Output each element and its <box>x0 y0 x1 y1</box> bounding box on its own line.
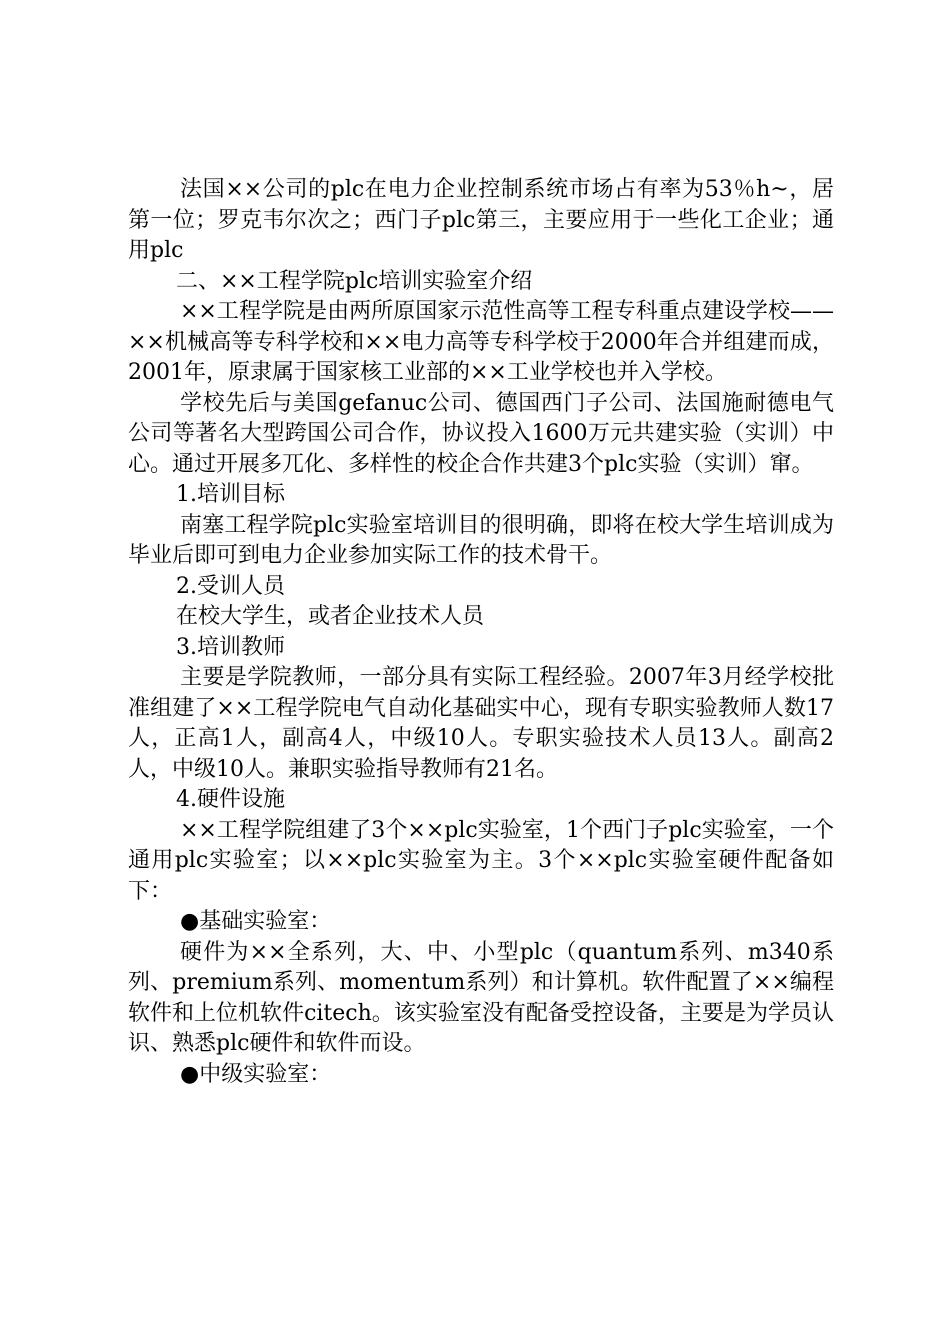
subheading-hardware: 4.硬件设施 <box>176 787 285 812</box>
paragraph-college-history: ××工程学院是由两所原国家示范性高等工程专科重点建设学校——××机械高等专科学校和××电力高等专科学校于2000年合并组建而成，2001年，原隶属于国家核工业部的××工业学校也并入学校。 <box>128 299 834 385</box>
bullet-basic-lab-label: 基础实验室： <box>199 909 332 934</box>
paragraph-training-goal: 南塞工程学院plc实验室培训目的很明确，即将在校大学生培训成为毕业后即可到电力企业参加实际工作的技术骨干。 <box>128 512 834 568</box>
bullet-dot-icon: ● <box>180 909 200 934</box>
section-heading-lab-intro: 二、××工程学院plc培训实验室介绍 <box>176 268 533 294</box>
subheading-teachers: 3.培训教师 <box>176 634 285 660</box>
paragraph-cooperation: 学校先后与美国gefanuc公司、德国西门子公司、法国施耐德电气公司等著名大型跨国公司合作，协议投入1600万元共建实验（实训）中心。通过开展多兀化、多样性的校企合作共建3个plc实验（实训）窜。 <box>128 390 834 477</box>
paragraph-basic-lab: 硬件为××全系列，大、中、小型plc（quantum系列、m340系列、premium系列、momentum系列）和计算机。软件配置了××编程软件和上位机软件citech。该实验室没有配备受控设备，主要是为学员认识、熟悉plc硬件和软件而设。 <box>128 939 834 1056</box>
bullet-intermediate-lab-label: 中级实验室： <box>199 1061 332 1087</box>
bullet-dot-icon: ● <box>180 1061 200 1087</box>
bullet-intermediate-lab <box>128 1060 834 1091</box>
paragraph-teachers: 主要是学院教师，一部分具有实际工程经验。2007年3月经学校批准组建了××工程学院电气自动化基础实中心，现有专职实验教师人数17人，正高1人，副高4人，中级10人。专职实验技术人员13人。副高2人，中级10人。兼职实验指导教师有21名。 <box>128 665 834 782</box>
subheading-training-goal: 1.培训目标 <box>176 482 285 507</box>
paragraph-plc-market-share: 法国××公司的plc在电力企业控制系统市场占有率为53％h~，居第一位；罗克韦尔次之；西门子plc第三，主要应用于一些化工企业；通用plc <box>128 177 834 263</box>
document-body <box>128 175 834 1090</box>
bullet-basic-lab <box>128 907 834 938</box>
paragraph-hardware: ××工程学院组建了3个××plc实验室，1个西门子plc实验室，一个通用plc实验室；以××plc实验室为主。3个××plc实验室硬件配备如下： <box>128 817 834 904</box>
subheading-trainees: 2.受训人员 <box>176 573 285 599</box>
paragraph-trainees: 在校大学生，或者企业技术人员 <box>176 604 485 629</box>
